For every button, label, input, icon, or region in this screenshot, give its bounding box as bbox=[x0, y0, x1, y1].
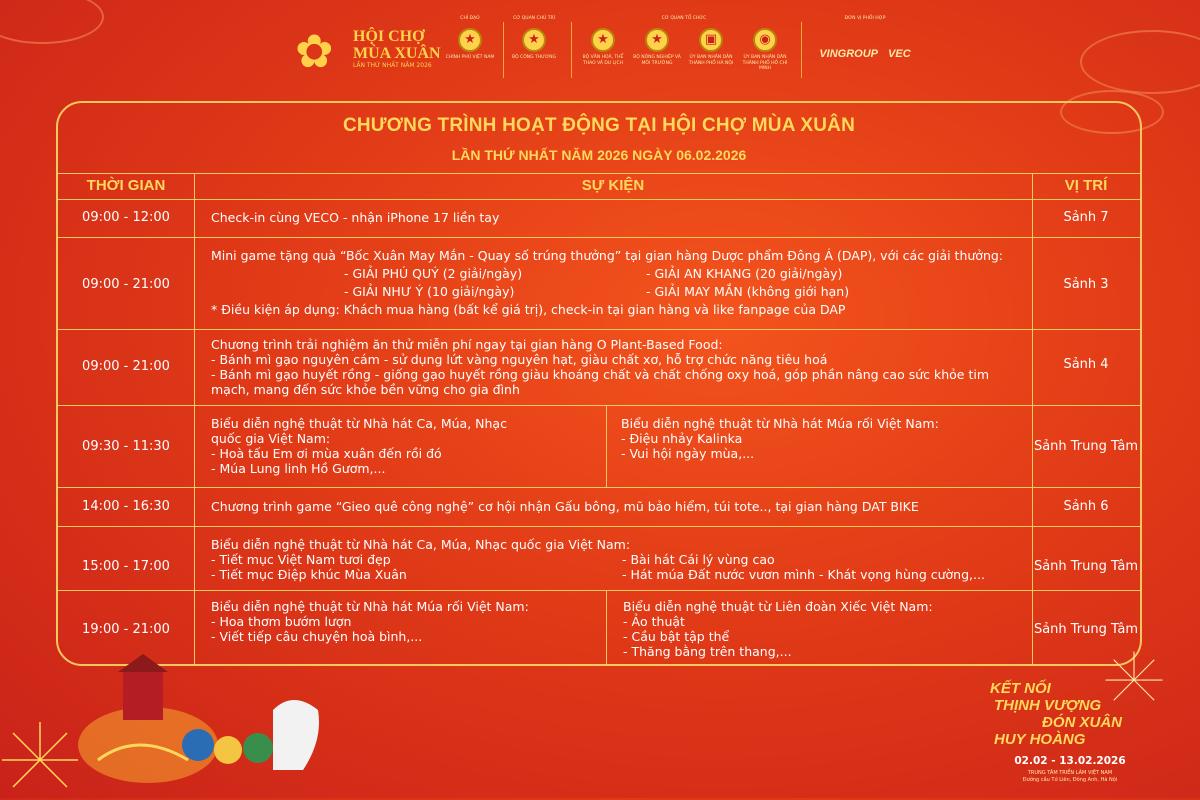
row-time: 15:00 - 17:00 bbox=[82, 559, 170, 574]
row-location: Sảnh Trung Tâm bbox=[1033, 439, 1139, 454]
row-location: Sảnh Trung Tâm bbox=[1033, 559, 1139, 574]
row-event-line: - Bánh mì gạo huyết rồng - giống gạo huyết rồng giàu khoáng chất và chất chống oxy hoá, góp phần nâng cao sức khỏe tim bbox=[211, 367, 990, 382]
slogan-line: KẾT NỐI bbox=[990, 680, 1051, 697]
row-event-line: - Tiết mục Điệp khúc Mùa Xuân bbox=[211, 567, 407, 582]
cloud-decoration bbox=[1080, 30, 1200, 94]
row-location: Sảnh 3 bbox=[1063, 277, 1109, 292]
row-event-line: - Múa Lung linh Hồ Gươm,... bbox=[211, 461, 386, 476]
table-rule bbox=[1032, 173, 1033, 666]
fair-logo bbox=[295, 22, 445, 82]
row-time: 14:00 - 16:30 bbox=[82, 499, 170, 514]
row-event-line: - Bánh mì gạo nguyên cám - sử dụng lứt vàng nguyên hạt, giàu chất xơ, hỗ trợ chức năng tiêu hoá bbox=[211, 352, 828, 367]
row-time: 09:00 - 21:00 bbox=[82, 359, 170, 374]
row-event-intro: Mini game tặng quà “Bốc Xuân May Mắn - Quay số trúng thưởng” tại gian hàng Dược phẩm Đông Á (DAP), với các giải thưởng: bbox=[211, 248, 1004, 263]
slogan-line: ĐÓN XUÂN bbox=[1042, 714, 1123, 731]
row-event-line: - Ảo thuật bbox=[623, 614, 685, 629]
row-event-line: Biểu diễn nghệ thuật từ Liên đoàn Xiếc Việt Nam: bbox=[623, 599, 933, 614]
vec-logo: VEC bbox=[888, 48, 911, 60]
org-name: CHÍNH PHỦ VIỆT NAM bbox=[445, 55, 495, 60]
row-event-line: - Tiết mục Việt Nam tươi đẹp bbox=[211, 552, 391, 567]
row-event-line: mạch, mang đến sức khỏe bền vững cho gia đình bbox=[211, 382, 520, 397]
row-event-line: Biểu diễn nghệ thuật từ Nhà hát Ca, Múa, Nhạc bbox=[211, 416, 507, 431]
org-name: ỦY BAN NHÂN DÂN THÀNH PHỐ HÀ NỘI bbox=[688, 55, 734, 66]
divider bbox=[801, 22, 802, 78]
row-event-line: - Cầu bật tập thể bbox=[623, 629, 730, 644]
row-event-line: - Vui hội ngày mùa,... bbox=[621, 446, 755, 461]
org-name: BỘ NÔNG NGHIỆP VÀ MÔI TRƯỜNG bbox=[633, 55, 681, 66]
row-event-line: - Điệu nhảy Kalinka bbox=[621, 431, 743, 446]
row-event: Chương trình game “Gieo quê công nghệ” cơ hội nhận Gấu bông, mũ bảo hiểm, túi tote.., tại gian hàng DAT BIKE bbox=[211, 499, 919, 514]
row-event-line: Chương trình trải nghiệm ăn thử miễn phí ngay tại gian hàng O Plant-Based Food: bbox=[211, 337, 723, 352]
org-name: ỦY BAN NHÂN DÂN THÀNH PHỐ HỒ CHÍ MINH bbox=[742, 55, 788, 71]
org-group-direct bbox=[445, 16, 495, 61]
prize-item: - GIẢI NHƯ Ý (10 giải/ngày) bbox=[344, 284, 515, 299]
cloud-decoration bbox=[0, 0, 104, 44]
org-caption: CƠ QUAN CHỦ TRÌ bbox=[513, 16, 555, 21]
org-name: BỘ CÔNG THƯƠNG bbox=[512, 55, 556, 60]
logo-title-line2: MÙA XUÂN bbox=[353, 45, 441, 62]
row-event-line: Biểu diễn nghệ thuật từ Nhà hát Múa rối Việt Nam: bbox=[211, 599, 529, 614]
slogan-line: THỊNH VƯỢNG bbox=[994, 697, 1102, 714]
row-event-line: - Hát múa Đất nước vươn mình - Khát vọng hùng cường,... bbox=[622, 567, 985, 582]
row-time: 09:00 - 12:00 bbox=[82, 210, 170, 225]
table-rule bbox=[58, 405, 1140, 406]
page-subtitle: LẦN THỨ NHẤT NĂM 2026 NGÀY 06.02.2026 bbox=[451, 147, 747, 163]
table-rule bbox=[58, 173, 1140, 174]
row-location: Sảnh 6 bbox=[1063, 499, 1109, 514]
row-location: Sảnh Trung Tâm bbox=[1033, 622, 1139, 637]
row-time: 09:00 - 21:00 bbox=[82, 277, 170, 292]
row-event-line: quốc gia Việt Nam: bbox=[211, 431, 331, 446]
event-dates: 02.02 - 13.02.2026 bbox=[1014, 755, 1126, 767]
vingroup-logo: VINGROUP bbox=[819, 48, 879, 60]
table-rule bbox=[606, 590, 607, 666]
row-event-line: - Thăng bằng trên thang,... bbox=[623, 644, 792, 659]
sponsor-header bbox=[295, 16, 915, 88]
table-rule bbox=[58, 487, 1140, 488]
row-event-line: Biểu diễn nghệ thuật từ Nhà hát Múa rối Việt Nam: bbox=[621, 416, 939, 431]
schedule-panel bbox=[56, 101, 1142, 666]
prize-item: - GIẢI MAY MẮN (không giới hạn) bbox=[646, 284, 850, 299]
star-flower-icon: ✿ bbox=[295, 24, 334, 78]
row-event-note: * Điều kiện áp dụng: Khách mua hàng (bất kể giá trị), check-in tại gian hàng và like fanpage của DAP bbox=[211, 302, 846, 317]
divider bbox=[503, 22, 504, 78]
logo-subtitle: LẦN THỨ NHẤT NĂM 2026 bbox=[353, 62, 432, 69]
table-rule bbox=[194, 173, 195, 666]
venue-street: Đường cầu Tứ Liên, Đông Anh, Hà Nội bbox=[1022, 777, 1118, 783]
national-emblem-icon: ★ bbox=[645, 28, 669, 52]
col-header-event: SỰ KIỆN bbox=[581, 177, 645, 194]
table-rule bbox=[58, 526, 1140, 527]
table-rule bbox=[58, 590, 1140, 591]
hcmc-emblem-icon: ◉ bbox=[753, 28, 777, 52]
org-caption: ĐƠN VỊ PHỐI HỢP bbox=[844, 16, 886, 21]
venue-name: TRUNG TÂM TRIỂN LÃM VIỆT NAM bbox=[1027, 770, 1113, 776]
festival-parade-illustration bbox=[78, 650, 338, 790]
org-group-partners bbox=[815, 16, 915, 60]
table-rule bbox=[606, 405, 607, 487]
org-group-host bbox=[507, 16, 561, 61]
table-rule bbox=[58, 237, 1140, 238]
row-time: 09:30 - 11:30 bbox=[82, 439, 170, 454]
org-group-organizers bbox=[577, 16, 791, 72]
logo-title-line1: HỘI CHỢ bbox=[353, 28, 425, 45]
row-time: 19:00 - 21:00 bbox=[82, 622, 170, 637]
national-emblem-icon: ★ bbox=[458, 28, 482, 52]
hanoi-emblem-icon: ▣ bbox=[699, 28, 723, 52]
row-event-intro: Biểu diễn nghệ thuật từ Nhà hát Ca, Múa, Nhạc quốc gia Việt Nam: bbox=[211, 537, 631, 552]
col-header-location: VỊ TRÍ bbox=[1064, 177, 1108, 194]
page-title: CHƯƠNG TRÌNH HOẠT ĐỘNG TẠI HỘI CHỢ MÙA XUÂN bbox=[342, 115, 856, 136]
prize-item: - GIẢI PHÚ QUÝ (2 giải/ngày) bbox=[344, 266, 523, 281]
row-event: Check-in cùng VECO - nhận iPhone 17 liền tay bbox=[211, 210, 500, 225]
prize-item: - GIẢI AN KHANG (20 giải/ngày) bbox=[646, 266, 843, 281]
row-event-line: - Hoà tấu Em ơi mùa xuân đến rồi đó bbox=[211, 446, 442, 461]
row-event-line: - Bài hát Cái lý vùng cao bbox=[622, 552, 775, 567]
col-header-time: THỜI GIAN bbox=[86, 177, 166, 194]
table-rule bbox=[58, 329, 1140, 330]
row-event-line: - Hoa thơm bướm lượn bbox=[211, 614, 352, 629]
national-emblem-icon: ★ bbox=[591, 28, 615, 52]
row-event-line: - Viết tiếp câu chuyện hoà bình,... bbox=[211, 629, 423, 644]
table-rule bbox=[58, 199, 1140, 200]
org-name: BỘ VĂN HOÁ, THỂ THAO VÀ DU LỊCH bbox=[582, 55, 624, 66]
venue-address bbox=[1005, 770, 1135, 784]
org-caption: CHỈ ĐẠO bbox=[460, 16, 480, 21]
firework-decoration bbox=[0, 720, 80, 800]
row-location: Sảnh 4 bbox=[1063, 357, 1109, 372]
divider bbox=[571, 22, 572, 78]
slogan bbox=[990, 680, 1140, 748]
national-emblem-icon: ★ bbox=[522, 28, 546, 52]
org-caption: CƠ QUAN TỔ CHỨC bbox=[661, 16, 707, 21]
row-location: Sảnh 7 bbox=[1063, 210, 1109, 225]
slogan-line: HUY HOÀNG bbox=[994, 731, 1086, 748]
